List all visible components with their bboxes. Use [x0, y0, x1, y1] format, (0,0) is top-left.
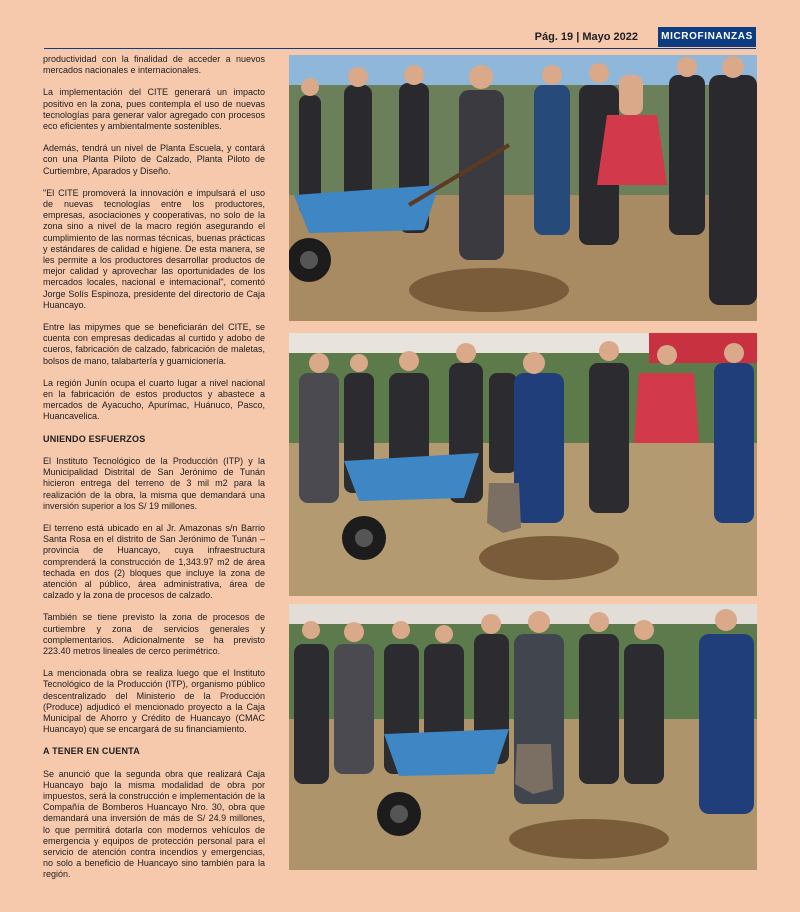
section-heading: UNIENDO ESFUERZOS	[43, 433, 146, 444]
paragraph: El terreno está ubicado en al Jr. Amazonas s/n Barrio Santa Rosa en el distrito de San Jerónimo de Tunán – provincia de Huancayo, cuya infraestructura comprenderá la construcción de 1,343.97 m2 de área techada en dos (2) bloques que incluye la zona de atención al público, área administrativa, área de calzado y la zona de procesos de calzado.	[43, 522, 265, 601]
magazine-brand-badge: MICROFINANZAS	[658, 27, 756, 47]
article-column	[43, 54, 265, 892]
paragraph: La mencionada obra se realiza luego que el Instituto Tecnológico de la Producción (ITP), organismo público descentralizado del Ministerio de la Producción (Produce) adjudicó el mencionado proyecto a la Caja Municipal de Ahorro y Crédito de Huancayo (CMAC Huancayo) que se encargará de su financiamiento.	[43, 668, 265, 735]
section-heading: A TENER EN CUENTA	[43, 746, 140, 757]
page-number: Pág. 19 | Mayo 2022	[534, 31, 638, 43]
paragraph: Se anunció que la segunda obra que realizará Caja Huancayo bajo la misma modalidad de obra por impuestos, será la construcción e implementación de la Compañía de Bomberos Huancayo Nro. 30, obra que demandará una inversión de más de S/ 24.9 millones, lo que permitirá dotarla con modernos vehículos de emergencia y equipos de protección personal para el servicio de atención contra incendios y emergencias, no solo a beneficio de Huancayo sino también para la región.	[43, 768, 265, 880]
groundbreaking-photo-2	[289, 333, 757, 596]
page-header	[0, 0, 800, 52]
paragraph: El Instituto Tecnológico de la Producción (ITP) y la Municipalidad Distrital de San Jerónimo de Tunán hicieron entrega del terreno de 3 mil m2 para la realización de la obra, la misma que demandará una inversión superior a los S/ 19 millones.	[43, 455, 265, 511]
groundbreaking-photo-1	[289, 55, 757, 321]
paragraph: Además, tendrá un nivel de Planta Escuela, y contará con una Planta Piloto de Calzado, Planta Piloto de Curtiembre, Aparados y Diseño.	[43, 143, 265, 176]
quote-paragraph: "El CITE promoverá la innovación e impulsará el uso de nuevas tecnologías entre los productores, empresas, asociaciones y cooperativas, no solo de la zona sino a nivel de la macro región asegurando el cumplimiento de las normas técnicas, buenas prácticas y estándares de calidad e higiene. De esta manera, se les permite a los productores desarrollar productos de mejor calidad y aprovechar las oportunidades de los mercados locales, nacional e internacional", comentó Jorge Solís Espinoza, presidente del directorio de Caja Huancayo.	[43, 187, 265, 310]
groundbreaking-photo-3	[289, 604, 757, 870]
paragraph: La implementación del CITE generará un impacto positivo en la zona, pues contempla el uso de nuevas tecnologías para generar valor agregado con procesos eco eficientes y ambientalmente sostenibles.	[43, 87, 265, 132]
paragraph: Entre las mipymes que se beneficiarán del CITE, se cuenta con empresas dedicadas al curtido y adobo de cueros, fabricación de calzado, fabricación de maletas, bolsos de mano, talabartería y guarnicionería.	[43, 322, 265, 366]
paragraph: También se tiene previsto la zona de procesos de curtiembre y zona de servicios generales y complementarios. Adicionalmente se ha previsto 223.40 metros lineales de cerco perimétrico.	[43, 612, 265, 656]
paragraph: productividad con la finalidad de acceder a nuevos mercados nacionales e internacionales.	[43, 54, 265, 76]
header-divider	[44, 48, 756, 49]
paragraph: La región Junín ocupa el cuarto lugar a nivel nacional en la fabricación de estos productos y abastece a mercados de Ayacucho, Apurímac, Huánuco, Pasco, Huancavelica.	[43, 377, 265, 422]
